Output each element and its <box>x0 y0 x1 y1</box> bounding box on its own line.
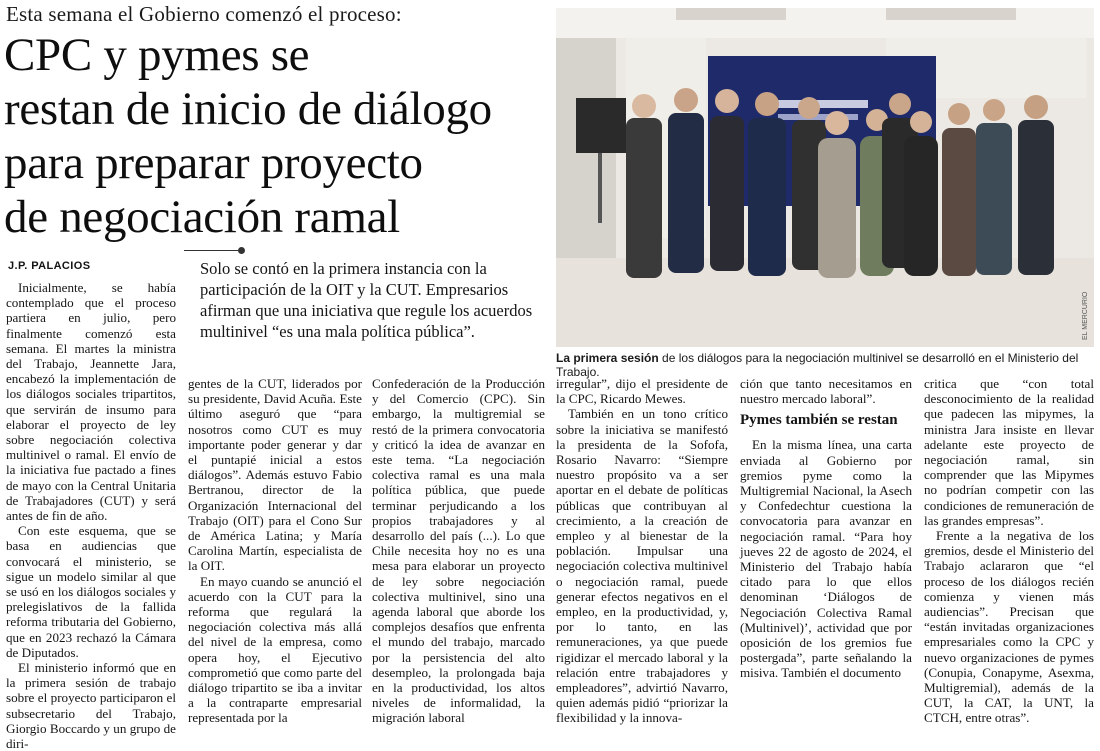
body-column-4 <box>556 376 728 726</box>
lead-divider <box>184 250 244 251</box>
paragraph: También en un tono crítico sobre la iniciativa se manifestó la presidenta de la Sofofa, Rosario Navarro: “Siempre nuestro propósito va a ser aportar en el debate de políticas públicas que contribuyan al crecimiento, a la creación de empleo y al bienestar de la población. Impulsar una negociación colectiva multinivel o negociación ramal, puede generar efectos negativos en el empleo, en la productividad, y, por lo tanto, en las remuneraciones, ya que puede rigidizar el mercado laboral y la relación entre trabajadores y empleadores”, advirtió Navarro, quien además pidió “priorizar la flexibilidad y la innova- <box>556 406 728 726</box>
article-photo <box>556 8 1094 347</box>
article-kicker: Esta semana el Gobierno comenzó el proceso: <box>6 2 402 26</box>
paragraph: gentes de la CUT, liderados por su presidente, David Acuña. Este último aseguró que “para nosotros como CUT es muy importante poder generar y dar el puntapié inicial a estos diálogos”. Además estuvo Fabio Bertranou, director de la Organización Internacional del Trabajo (OIT) para el Cono Sur de América Latina; y María Carolina Martín, especialista de la OIT. <box>188 376 362 574</box>
headline-line: para preparar proyecto <box>4 137 423 189</box>
body-column-5 <box>740 376 912 681</box>
article-lead: Solo se contó en la primera instancia con la participación de la OIT y la CUT. Empresarios afirman que una iniciativa que regule los acuerdos multinivel “es una mala política pública”. <box>200 259 533 341</box>
paragraph: irregular”, dijo el presidente de la CPC, Ricardo Mewes. <box>556 376 728 407</box>
paragraph: En la misma línea, una carta enviada al Gobierno por gremios pyme como la Multigremial Nacional, la Asech y Confedechtur cuestiona la convocatoria para avanzar en negociación ramal. “Para hoy jueves 22 de agosto de 2024, el Ministerio del Trabajo había citado para lo que ellos denominan ‘Diálogos de Negociación Colectiva Ramal (Multinivel)’, actividad que por oposición de los gremios fue postergada”, parte señalando la misiva. También el documento <box>740 437 912 681</box>
paragraph: Frente a la negativa de los gremios, desde el Ministerio del Trabajo aclararon que “el proceso de los diálogos recién comienza y vienen más audiencias”. Precisan que “están invitadas organizaciones empresariales como la CPC y nuevo organizaciones de pymes (Conupia, Conapyme, Asexma, Multigremial), además de la CUT, la CAT, la UNT, la CTCH, entre otras”. <box>924 528 1094 726</box>
body-column-3 <box>372 376 545 726</box>
byline: J.P. PALACIOS <box>8 260 91 272</box>
paragraph: En mayo cuando se anunció el acuerdo con la CUT para la reforma que regulará la negociación colectiva más allá del nivel de la empresa, como opera hoy, el Ejecutivo comprometió que como parte del diálogo tripartito se iba a invitar a la contraparte empresarial representada por la <box>188 573 362 726</box>
body-column-1 <box>6 280 176 751</box>
section-subhead: Pymes también se restan <box>740 412 898 429</box>
paragraph: critica que “con total desconocimiento de la realidad que padecen las mipymes, la ministra Jara insiste en llevar adelante este proyecto de negociación ramal, sin comprender que las Mipymes no podrían competir con las condiciones de remuneración de las grandes empresas”. <box>924 376 1094 528</box>
body-column-6 <box>924 376 1094 726</box>
paragraph: Con este esquema, que se basa en audiencias que convocará el ministerio, se sigue un modelo similar al que se usó en los diálogos sociales y prelegislativos de la fallida reforma tributaria del Gobierno, que en 2023 rechazó la Cámara de Diputados. <box>6 523 176 660</box>
paragraph: ción que tanto necesitamos en nuestro mercado laboral”. <box>740 376 912 407</box>
group-photo-illustration <box>556 8 1094 347</box>
article-headline <box>4 28 544 244</box>
lead-divider-dot <box>238 247 245 254</box>
photo-credit: EL MERCURIO <box>1082 291 1089 340</box>
headline-line: restan de inicio de diálogo <box>4 83 492 135</box>
paragraph: Confederación de la Producción y del Comercio (CPC). Sin embargo, la multigremial se restó de la primera convocatoria y criticó la idea de avanzar en este tema. “La negociación colectiva ramal es una mala política pública, que puede terminar perjudicando a los propios trabajadores y al desarrollo del país (...). Lo que Chile necesita hoy no es una mesa para elaborar un proyecto de ley sobre negociación colectiva multinivel, sino una agenda laboral que aborde los complejos desafíos que enfrenta el mundo del trabajo, marcado por la persistencia del alto desempleo, la prolongada baja en la productividad, los altos niveles de informalidad, la migración laboral <box>372 376 545 726</box>
paragraph: El ministerio informó que en la primera sesión de trabajo sobre el proyecto participaron el subsecretario del Trabajo, Giorgio Boccardo y un grupo de diri- <box>6 660 176 751</box>
paragraph: Inicialmente, se había contemplado que el proceso partiera en julio, pero finalmente comenzó esta semana. El martes la ministra del Trabajo, Jeannette Jara, encabezó la implementación de los diálogos sociales tripartitos, que servirán de insumo para elaborar el proyecto de ley sobre negociación colectiva multinivel o ramal. El envío de la iniciativa fue pactado a fines de mayo con la Central Unitaria de Trabajadores (CUT) y será antes de fin de año. <box>6 280 176 524</box>
headline-line: de negociación ramal <box>4 191 400 243</box>
caption-bold: La primera sesión <box>556 351 659 365</box>
body-column-2 <box>188 376 362 726</box>
caption-text: de los diálogos para la negociación multinivel se desarrolló en el Ministerio del Trabajo. <box>556 351 1079 379</box>
headline-line: CPC y pymes se <box>4 29 310 81</box>
photo-caption <box>556 351 1094 379</box>
